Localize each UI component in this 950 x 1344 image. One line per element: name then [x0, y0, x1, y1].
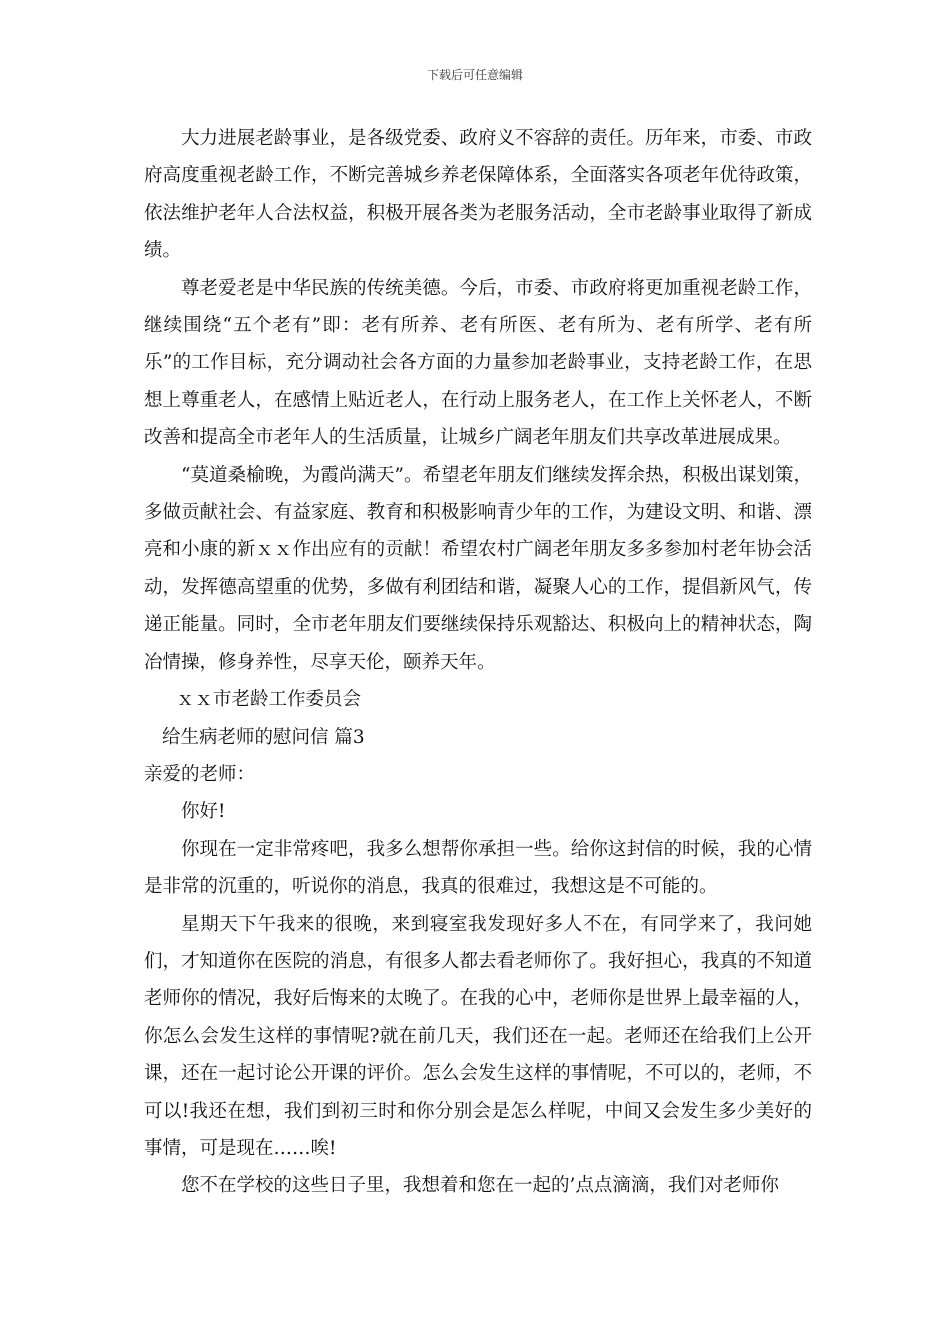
- letter-salutation: 亲爱的老师：: [144, 763, 256, 785]
- paragraph: 大力进展老龄事业，是各级党委、政府义不容辞的责任。历年来，市委、市政府高度重视老龄工作，不断完善城乡养老保障体系，全面落实各项老年优待政策，依法维护老年人合法权益，积极开展各类为老服务活动，全市老龄事业取得了新成绩。: [144, 128, 812, 262]
- paragraph: 您不在学校的这些日子里，我想着和您在一起的’点点滴滴，我们对老师你: [181, 1175, 779, 1197]
- letter-greeting: 你好!: [181, 801, 226, 823]
- paragraph: 尊老爱老是中华民族的传统美德。今后，市委、市政府将更加重视老龄工作，继续围绕“五个老有”即：老有所养、老有所医、老有所为、老有所学、老有所乐”的工作目标，充分调动社会各方面的力量参加老龄事业，支持老龄工作，在思想上尊重老人，在感情上贴近老人，在行动上服务老人，在工作上关怀老人，不断改善和提高全市老年人的生活质量，让城乡广阔老年朋友们共享改革进展成果。: [144, 277, 812, 449]
- paragraph: 你现在一定非常疼吧，我多么想帮你承担一些。给你这封信的时候，我的心情是非常的沉重的，听说你的消息，我真的很难过，我想这是不可能的。: [144, 838, 812, 898]
- page-header-note: 下载后可任意编辑: [426, 68, 523, 82]
- paragraph: 星期天下午我来的很晚，来到寝室我发现好多人不在，有同学来了，我问她们，才知道你在医院的消息，有很多人都去看老师你了。我好担心，我真的不知道老师你的情况，我好后悔来的太晚了。在我的心中，老师你是世界上最幸福的人，你怎么会发生这样的事情呢?就在前几天，我们还在一起。老师还在给我们上公开课，还在一起讨论公开课的评价。怎么会发生这样的事情呢，不可以的，老师，不可以!我还在想，我们到初三时和你分别会是怎么样呢，中间又会发生多少美好的事情，可是现在……唉!: [144, 913, 812, 1159]
- organization-signature: ｘｘ市老龄工作委员会: [176, 689, 362, 711]
- section-title: 给生病老师的慰问信 篇3: [162, 726, 365, 748]
- document-body: [144, 120, 812, 1205]
- paragraph: “莫道桑榆晚，为霞尚满天”。希望老年朋友们继续发挥余热，积极出谋划策，多做贡献社会、有益家庭、教育和积极影响青少年的工作，为建设文明、和谐、漂亮和小康的新ｘｘ作出应有的贡献！希望农村广阔老年朋友多多参加村老年协会活动，发挥德高望重的优势，多做有利团结和谐，凝聚人心的工作，提倡新风气，传递正能量。同时，全市老年朋友们要继续保持乐观豁达、积极向上的精神状态，陶冶情操，修身养性，尽享天伦，颐养天年。: [144, 464, 812, 673]
